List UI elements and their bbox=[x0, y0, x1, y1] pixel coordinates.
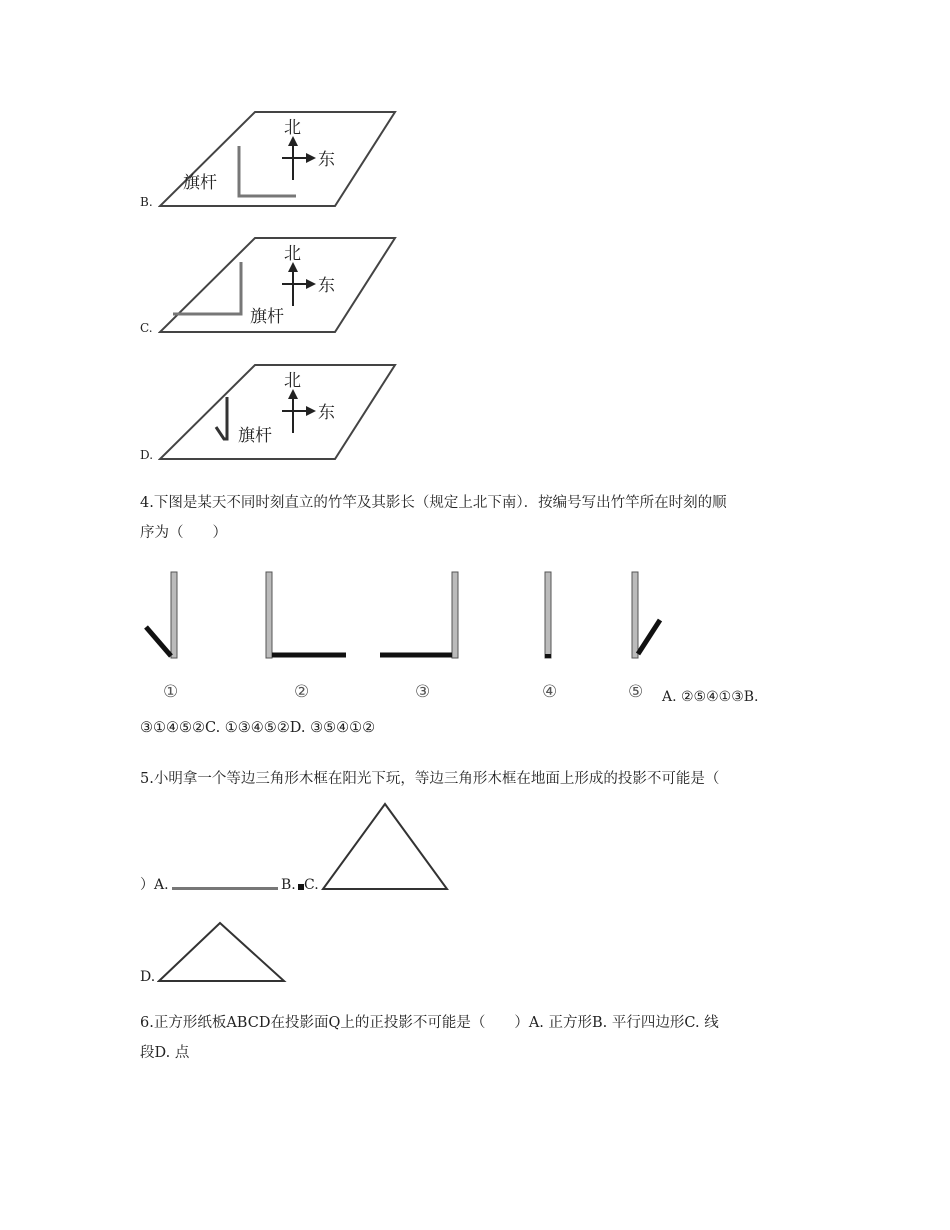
flagpole-shadow bbox=[239, 146, 296, 196]
q6-line1: 6.正方形纸板ABCD在投影面Q上的正投影不可能是（ ）A. 正方形B. 平行四边形C. 线 bbox=[140, 1015, 719, 1031]
option-c-diagram bbox=[158, 234, 398, 336]
flagpole-shadow bbox=[173, 262, 241, 314]
q4-choices-line2: ③①④⑤②C. ①③④⑤②D. ③⑤④①② bbox=[140, 720, 376, 736]
north-label: 北 bbox=[284, 371, 301, 391]
q5-close-paren-a: ）A. bbox=[140, 877, 169, 893]
option-b bbox=[140, 108, 400, 214]
flagpole-label: 旗杆 bbox=[238, 426, 272, 446]
pole-1-shadow bbox=[146, 627, 171, 656]
pole-5-shadow bbox=[638, 620, 660, 654]
north-label: 北 bbox=[284, 118, 301, 138]
east-label: 东 bbox=[318, 150, 335, 170]
pole-3 bbox=[452, 572, 458, 658]
option-b-label: B. bbox=[140, 195, 153, 209]
flagpole-label: 旗杆 bbox=[183, 173, 217, 193]
q5-option-a-segment bbox=[172, 887, 278, 890]
pole-4 bbox=[545, 572, 551, 658]
q5-option-c-triangle bbox=[320, 801, 450, 891]
east-arrow-head bbox=[306, 406, 316, 416]
option-c-label: C. bbox=[140, 321, 153, 335]
option-d bbox=[140, 361, 400, 467]
figure-label-2: ② bbox=[294, 682, 310, 702]
q5-option-c-label: C. bbox=[304, 877, 319, 893]
q4-line1: 4.下图是某天不同时刻直立的竹竿及其影长（规定上北下南）．按编号写出竹竿所在时刻的顺 bbox=[140, 495, 727, 511]
q4-line2: 序为（ ） bbox=[140, 525, 227, 541]
q5-option-d-triangle bbox=[157, 920, 287, 984]
figure-label-5: ⑤ bbox=[628, 682, 644, 702]
figure-label-4: ④ bbox=[542, 682, 558, 702]
q4-pole-figures bbox=[140, 568, 680, 668]
east-arrow-head bbox=[306, 279, 316, 289]
option-b-diagram bbox=[158, 108, 398, 210]
q5-option-b-label: B. bbox=[281, 877, 296, 893]
figure-label-3: ③ bbox=[415, 682, 431, 702]
q6-line2: 段D. 点 bbox=[140, 1045, 190, 1061]
figure-label-1: ① bbox=[163, 682, 179, 702]
pole-5 bbox=[632, 572, 638, 658]
flagpole-label: 旗杆 bbox=[250, 307, 284, 327]
q5-line1: 5.小明拿一个等边三角形木框在阳光下玩，等边三角形木框在地面上形成的投影不可能是（ bbox=[140, 771, 720, 787]
q5-option-d-label: D. bbox=[140, 969, 156, 985]
east-label: 东 bbox=[318, 403, 335, 423]
pole-1 bbox=[171, 572, 177, 658]
option-c bbox=[140, 234, 400, 340]
option-d-label: D. bbox=[140, 448, 154, 462]
option-d-diagram bbox=[158, 361, 398, 463]
east-arrow-head bbox=[306, 153, 316, 163]
ground-plane bbox=[160, 365, 395, 459]
pole-2 bbox=[266, 572, 272, 658]
north-label: 北 bbox=[284, 244, 301, 264]
q4-choices-line1: A. ②⑤④①③B. bbox=[662, 689, 759, 705]
east-label: 东 bbox=[318, 276, 335, 296]
